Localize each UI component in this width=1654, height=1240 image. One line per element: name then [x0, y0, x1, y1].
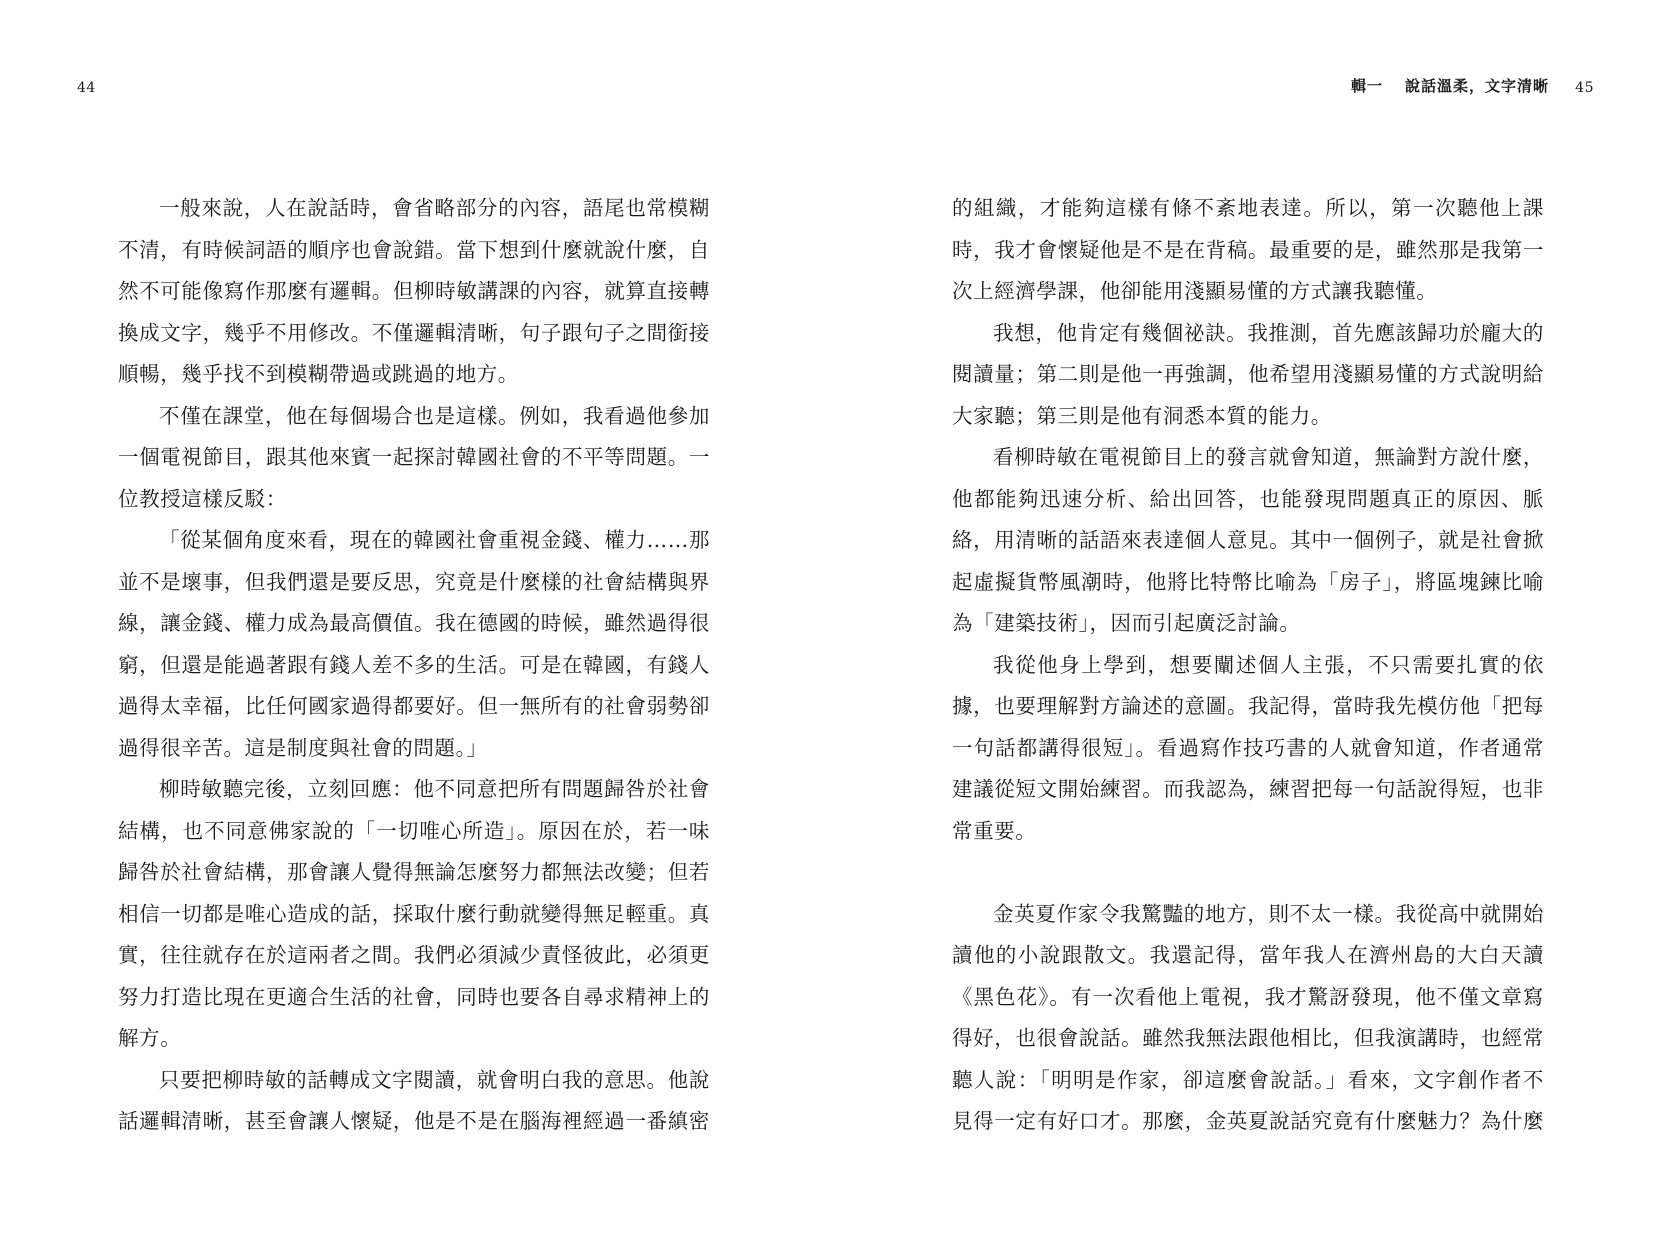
text-line: 的組織，才能夠這樣有條不紊地表達。所以，第一次聽他上課: [952, 196, 1544, 220]
text-line: 金英夏作家令我驚豔的地方，則不太一樣。我從高中就開始: [993, 901, 1544, 926]
text-line: 線，讓金錢、權力成為最高價值。我在德國的時候，雖然過得很: [118, 611, 710, 635]
text-line: 起虛擬貨幣風潮時，他將比特幣比喻為「房子」，將區塊鍊比喻: [952, 569, 1544, 594]
page-number: 45: [1575, 80, 1594, 96]
text-line: 《黑色花》。有一次看他上電視，我才驚訝發現，他不僅文章寫: [952, 984, 1544, 1009]
text-line: 據，也要理解對方論述的意圖。我記得，當時我先模仿他「把每: [952, 694, 1544, 718]
text-line: 為「建築技術」，因而引起廣泛討論。: [952, 611, 1301, 635]
text-line: 他都能夠迅速分析、給出回答，也能發現問題真正的原因、脈: [952, 486, 1544, 511]
text-line: 窮，但還是能過著跟有錢人差不多的生活。可是在韓國，有錢人: [118, 652, 710, 677]
text-line: 見得一定有好口才。那麼，金英夏說話究竟有什麼魅力？為什麼: [952, 1109, 1544, 1133]
section-break: [952, 852, 1544, 894]
text-line: 不清，有時候詞語的順序也會說錯。當下想到什麼就說什麼，自: [118, 237, 710, 262]
running-head-part: 輯一: [1350, 77, 1383, 95]
text-line: 歸咎於社會結構，那會讓人覺得無論怎麼努力都無法改變；但若: [118, 860, 710, 884]
text-line: 絡，用清晰的話語來表達個人意見。其中一個例子，就是社會掀: [952, 528, 1544, 552]
text-line: 解方。: [118, 1026, 182, 1050]
body-text: [952, 188, 1544, 1143]
text-line: 話邏輯清晰，甚至會讓人懷疑，他是不是在腦海裡經過一番縝密: [118, 1109, 710, 1133]
text-line: 得好，也很會說話。雖然我無法跟他相比，但我演講時，也經常: [952, 1026, 1544, 1050]
text-line: 讀他的小說跟散文。我還記得，當年我人在濟州島的大白天讀: [952, 943, 1544, 967]
text-line: 大家聽；第三則是他有洞悉本質的能力。: [952, 403, 1332, 428]
text-line: 一個電視節目，跟其他來賓一起探討韓國社會的不平等問題。一: [118, 445, 710, 469]
text-line: 一般來說，人在說話時，會省略部分的內容，語尾也常模糊: [159, 196, 710, 220]
text-line: 一句話都講得很短」。看過寫作技巧書的人就會知道，作者通常: [952, 735, 1544, 760]
body-text: [118, 188, 710, 1143]
text-line: 時，我才會懷疑他是不是在背稿。最重要的是，雖然那是我第一: [952, 237, 1544, 262]
text-line: 我想，他肯定有幾個祕訣。我推測，首先應該歸功於龐大的: [993, 320, 1544, 345]
text-line: 次上經濟學課，他卻能用淺顯易懂的方式讓我聽懂。: [952, 279, 1438, 303]
text-line: 努力打造比現在更適合生活的社會，同時也要各自尋求精神上的: [118, 984, 710, 1009]
text-line: 然不可能像寫作那麼有邏輯。但柳時敏講課的內容，就算直接轉: [118, 279, 710, 303]
text-line: 只要把柳時敏的話轉成文字閱讀，就會明白我的意思。他說: [159, 1067, 710, 1092]
text-line: 順暢，幾乎找不到模糊帶過或跳過的地方。: [118, 362, 519, 386]
text-line: 看柳時敏在電視節目上的發言就會知道，無論對方說什麼，: [993, 445, 1544, 469]
text-line: 結構，也不同意佛家說的「一切唯心所造」。原因在於，若一味: [118, 818, 710, 843]
text-line: 過得很辛苦。這是制度與社會的問題。」: [118, 735, 488, 760]
text-line: 位教授這樣反駁：: [118, 486, 287, 511]
text-line: 相信一切都是唯心造成的話，採取什麼行動就變得無足輕重。真: [118, 901, 710, 926]
text-line: 建議從短文開始練習。而我認為，練習把每一句話說得短，也非: [952, 777, 1544, 801]
text-line: 常重要。: [952, 818, 1037, 843]
text-line: 閱讀量；第二則是他一再強調，他希望用淺顯易懂的方式說明給: [952, 362, 1544, 386]
right-page: [827, 0, 1654, 1240]
running-head: [1351, 76, 1549, 96]
text-line: 我從他身上學到，想要闡述個人主張，不只需要扎實的依: [993, 652, 1544, 677]
text-line: 換成文字，幾乎不用修改。不僅邏輯清晰，句子跟句子之間銜接: [118, 320, 710, 345]
text-line: 柳時敏聽完後，立刻回應：他不同意把所有問題歸咎於社會: [159, 777, 710, 801]
text-line: 實，往往就存在於這兩者之間。我們必須減少責怪彼此，必須更: [118, 943, 710, 967]
text-line: 並不是壞事，但我們還是要反思，究竟是什麼樣的社會結構與界: [118, 569, 710, 594]
page-number: 44: [77, 80, 96, 96]
running-head-title: 說話溫柔，文字清晰: [1404, 77, 1549, 95]
text-line: 聽人說：「明明是作家，卻這麼會說話。」看來，文字創作者不: [952, 1067, 1544, 1092]
text-line: 不僅在課堂，他在每個場合也是這樣。例如，我看過他參加: [159, 403, 710, 428]
text-line: 「從某個角度來看，現在的韓國社會重視金錢、權力……那: [159, 528, 710, 552]
text-line: 過得太幸福，比任何國家過得都要好。但一無所有的社會弱勢卻: [118, 694, 710, 718]
